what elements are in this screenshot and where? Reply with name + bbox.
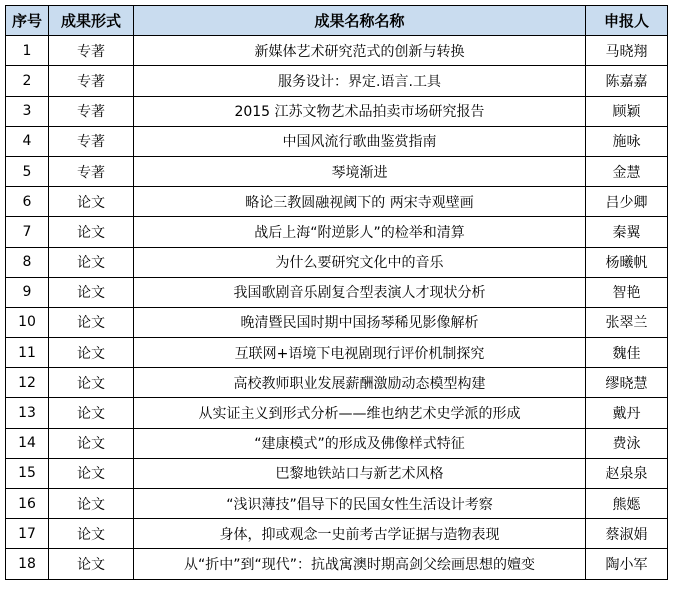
row-index: 16 [6, 489, 49, 519]
table-row [6, 277, 668, 307]
table-row [6, 126, 668, 156]
row-title: 从实证主义到形式分析——维也纳艺术史学派的形成 [134, 398, 586, 428]
table-row [6, 398, 668, 428]
row-type: 论文 [49, 307, 134, 337]
row-author: 陈嘉嘉 [586, 66, 668, 96]
results-table [5, 5, 668, 580]
table-row [6, 36, 668, 66]
row-author: 缪晓慧 [586, 368, 668, 398]
row-type: 论文 [49, 368, 134, 398]
table-row [6, 338, 668, 368]
row-index: 6 [6, 187, 49, 217]
row-title: 身体，抑或观念一史前考古学证据与造物表现 [134, 519, 586, 549]
row-author: 吕少卿 [586, 187, 668, 217]
row-title: 高校教师职业发展薪酬激励动态模型构建 [134, 368, 586, 398]
row-author: 金慧 [586, 156, 668, 186]
row-title: 2015 江苏文物艺术品拍卖市场研究报告 [134, 96, 586, 126]
table-row [6, 549, 668, 579]
row-title: 中国风流行歌曲鉴赏指南 [134, 126, 586, 156]
row-title: 琴境渐进 [134, 156, 586, 186]
header-index: 序号 [6, 6, 49, 36]
table-row [6, 489, 668, 519]
row-author: 杨曦帆 [586, 247, 668, 277]
row-type: 专著 [49, 126, 134, 156]
table-row [6, 247, 668, 277]
row-index: 18 [6, 549, 49, 579]
table-row [6, 66, 668, 96]
table-row [6, 156, 668, 186]
row-index: 10 [6, 307, 49, 337]
table-row [6, 519, 668, 549]
row-author: 陶小军 [586, 549, 668, 579]
row-type: 论文 [49, 277, 134, 307]
row-type: 专著 [49, 156, 134, 186]
row-index: 1 [6, 36, 49, 66]
row-title: “浅识薄技”倡导下的民国女性生活设计考察 [134, 489, 586, 519]
row-author: 智艳 [586, 277, 668, 307]
row-index: 8 [6, 247, 49, 277]
row-title: 新媒体艺术研究范式的创新与转换 [134, 36, 586, 66]
header-title: 成果名称名称 [134, 6, 586, 36]
row-index: 5 [6, 156, 49, 186]
row-type: 论文 [49, 398, 134, 428]
row-type: 论文 [49, 247, 134, 277]
row-index: 13 [6, 398, 49, 428]
row-title: “建康模式”的形成及佛像样式特征 [134, 428, 586, 458]
row-author: 费泳 [586, 428, 668, 458]
table-row [6, 217, 668, 247]
row-author: 熊嫕 [586, 489, 668, 519]
row-index: 12 [6, 368, 49, 398]
row-index: 2 [6, 66, 49, 96]
table-row [6, 428, 668, 458]
row-type: 专著 [49, 96, 134, 126]
row-index: 4 [6, 126, 49, 156]
row-author: 顾颖 [586, 96, 668, 126]
row-type: 论文 [49, 428, 134, 458]
row-title: 巴黎地铁站口与新艺术风格 [134, 458, 586, 488]
row-author: 蔡淑娟 [586, 519, 668, 549]
row-type: 论文 [49, 489, 134, 519]
row-title: 略论三教圆融视阈下的 两宋寺观壁画 [134, 187, 586, 217]
row-author: 秦翼 [586, 217, 668, 247]
table-row [6, 187, 668, 217]
row-title: 为什么要研究文化中的音乐 [134, 247, 586, 277]
table-row [6, 368, 668, 398]
row-type: 论文 [49, 187, 134, 217]
row-title: 晚清暨民国时期中国扬琴稀见影像解析 [134, 307, 586, 337]
row-type: 论文 [49, 217, 134, 247]
row-title: 我国歌剧音乐剧复合型表演人才现状分析 [134, 277, 586, 307]
row-author: 张翠兰 [586, 307, 668, 337]
row-index: 14 [6, 428, 49, 458]
header-type: 成果形式 [49, 6, 134, 36]
row-author: 施咏 [586, 126, 668, 156]
row-type: 专著 [49, 36, 134, 66]
row-index: 17 [6, 519, 49, 549]
table-row [6, 96, 668, 126]
row-author: 魏佳 [586, 338, 668, 368]
row-index: 11 [6, 338, 49, 368]
table-row [6, 458, 668, 488]
row-type: 论文 [49, 519, 134, 549]
table-body [6, 36, 668, 579]
row-title: 战后上海“附逆影人”的检举和清算 [134, 217, 586, 247]
row-author: 马晓翔 [586, 36, 668, 66]
header-row [6, 6, 668, 36]
row-index: 3 [6, 96, 49, 126]
row-index: 9 [6, 277, 49, 307]
row-index: 15 [6, 458, 49, 488]
row-type: 论文 [49, 458, 134, 488]
row-author: 赵泉泉 [586, 458, 668, 488]
row-author: 戴丹 [586, 398, 668, 428]
header-author: 申报人 [586, 6, 668, 36]
row-type: 论文 [49, 549, 134, 579]
row-type: 专著 [49, 66, 134, 96]
row-type: 论文 [49, 338, 134, 368]
row-index: 7 [6, 217, 49, 247]
table-row [6, 307, 668, 337]
row-title: 服务设计：界定.语言.工具 [134, 66, 586, 96]
results-sheet [5, 5, 668, 580]
row-title: 互联网+语境下电视剧现行评价机制探究 [134, 338, 586, 368]
row-title: 从“折中”到“现代”：抗战寓澳时期高剑父绘画思想的嬗变 [134, 549, 586, 579]
